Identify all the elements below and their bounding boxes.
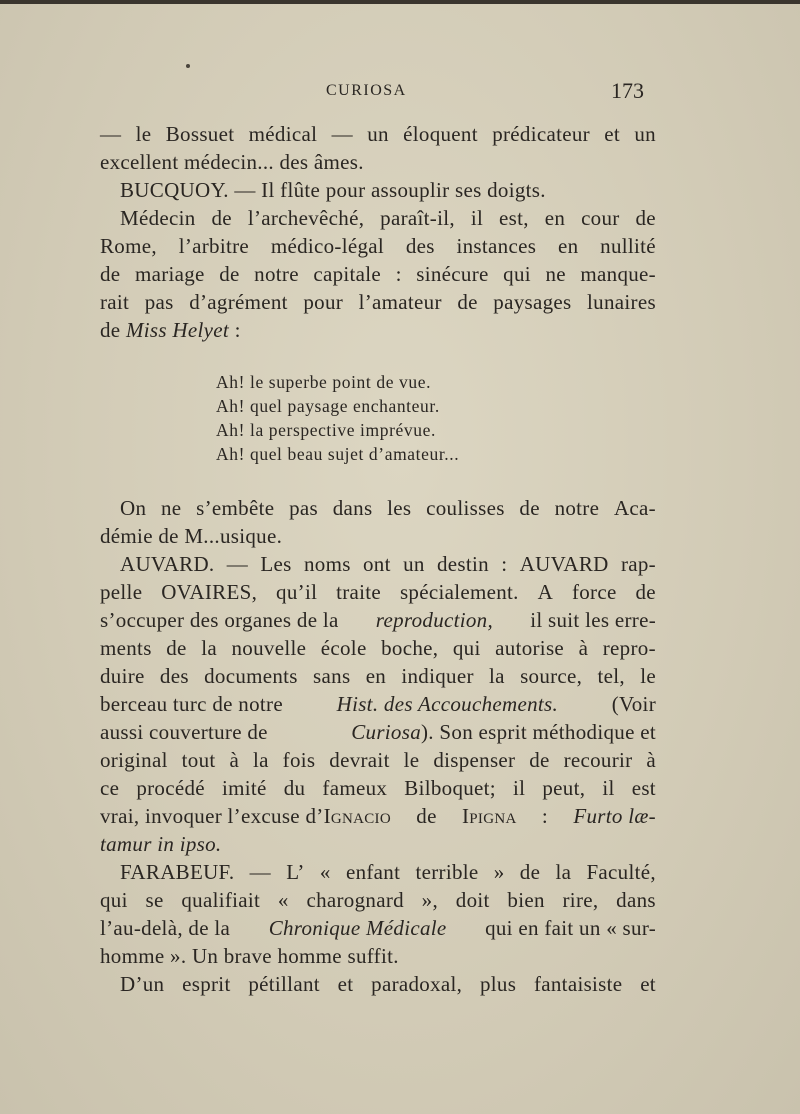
word: terrible <box>415 860 479 884</box>
word: notre <box>554 496 600 520</box>
word: », <box>421 888 439 912</box>
line-text: s’occuper des organes de la <box>100 608 339 632</box>
word: un <box>367 122 389 146</box>
word: de <box>219 262 240 286</box>
word: fois <box>282 748 316 772</box>
word: traite <box>336 580 382 604</box>
text-line <box>100 942 656 970</box>
word: tout <box>181 748 216 772</box>
text-line <box>100 970 656 998</box>
word: ne <box>545 262 566 286</box>
word: dans <box>616 888 656 912</box>
text-line <box>100 634 656 662</box>
text-line <box>100 578 656 606</box>
word: en <box>544 206 566 230</box>
word: dans <box>332 496 373 520</box>
word: A <box>537 580 554 604</box>
word: documents <box>204 664 298 688</box>
italic-quote: tamur in ipso. <box>100 832 222 856</box>
line-text <box>100 232 656 260</box>
word: sans <box>313 664 351 688</box>
word: de <box>457 290 478 314</box>
word: imité <box>221 776 267 800</box>
word: rap- <box>620 552 656 576</box>
word: — <box>331 122 353 146</box>
page-top-edge <box>0 0 800 4</box>
word: pas <box>289 496 318 520</box>
word: la <box>489 664 505 688</box>
word: qualifiait <box>181 888 261 912</box>
word: coulisses <box>426 496 505 520</box>
word: du <box>283 776 306 800</box>
word: s’embête <box>196 496 275 520</box>
word: prédicateur <box>492 122 590 146</box>
word: de <box>100 262 121 286</box>
word: peut, <box>542 776 586 800</box>
word: OVAIRES, <box>161 580 258 604</box>
text-line <box>100 606 656 634</box>
verse-quote <box>216 370 459 466</box>
text-line <box>100 774 656 802</box>
text-line <box>100 232 656 260</box>
word: Bossuet <box>165 122 235 146</box>
word: tel, <box>597 664 625 688</box>
italic-word: reproduction, <box>375 608 494 632</box>
smallcaps-name: Ipigna <box>461 804 517 828</box>
word: nouvelle <box>231 636 307 660</box>
line-text: : <box>541 804 549 828</box>
text-line <box>100 690 656 718</box>
line-text: de <box>100 318 121 342</box>
word: — <box>249 860 271 884</box>
word: D’un <box>120 972 165 996</box>
word: Aca- <box>613 496 656 520</box>
word: de <box>166 636 187 660</box>
word: enfant <box>345 860 401 884</box>
word: duire <box>100 664 145 688</box>
word: pétillant <box>248 972 320 996</box>
line-text <box>100 774 656 802</box>
line-text <box>120 204 656 232</box>
word: l’archevêché, <box>247 206 365 230</box>
word: éloquent <box>403 122 478 146</box>
word: fameux <box>322 776 388 800</box>
word: lunaires <box>587 290 656 314</box>
word: à <box>646 748 656 772</box>
word: — <box>226 552 249 576</box>
word: pas <box>144 290 174 314</box>
text-line <box>100 260 656 288</box>
line-text: aussi couverture de <box>100 720 268 744</box>
word: et <box>337 972 354 996</box>
line-text: qui en fait un « sur- <box>485 916 656 940</box>
line-text <box>100 578 656 606</box>
line-text: excellent médecin... des âmes. <box>100 150 364 174</box>
line-text <box>100 634 656 662</box>
word: de <box>519 860 541 884</box>
word: à <box>229 748 240 772</box>
line-text: berceau turc de notre <box>100 692 283 716</box>
text-line <box>100 204 656 232</box>
text-line <box>100 148 656 176</box>
line-text <box>120 970 656 998</box>
word: Bilboquet; <box>404 776 496 800</box>
text-line <box>100 176 656 204</box>
line-text <box>100 746 656 774</box>
word: école <box>320 636 367 660</box>
word: et <box>604 122 621 146</box>
word: ne <box>161 496 182 520</box>
farabeuf-heading-line <box>120 858 656 886</box>
line-text: ). Son esprit méthodique et <box>421 720 656 744</box>
word: la <box>555 860 572 884</box>
word: l’arbitre <box>178 234 250 258</box>
word: en <box>557 234 579 258</box>
word: « <box>277 888 289 912</box>
word: AUVARD <box>519 552 609 576</box>
word: le <box>640 664 656 688</box>
word: dispenser <box>433 748 516 772</box>
word: » <box>493 860 505 884</box>
smallcaps-name: Ignacio <box>323 804 391 828</box>
word: de <box>635 206 656 230</box>
verse-line: Ah! quel beau sujet d’amateur... <box>216 444 460 464</box>
word: L’ <box>286 860 305 884</box>
word: de <box>529 748 550 772</box>
word: se <box>145 888 164 912</box>
word: rait <box>100 290 130 314</box>
line-text <box>120 494 656 522</box>
italic-title: Miss Helyet <box>125 318 230 342</box>
word: On <box>120 496 147 520</box>
word: la <box>252 748 269 772</box>
word: l’amateur <box>358 290 442 314</box>
line-text <box>100 120 656 148</box>
word: de <box>211 206 232 230</box>
word: est <box>631 776 656 800</box>
word: le <box>403 748 420 772</box>
word: les <box>387 496 412 520</box>
word: « <box>319 860 331 884</box>
word: nullité <box>600 234 656 258</box>
word: un <box>403 552 425 576</box>
bucquoy-heading-line: BUCQUOY. — Il flûte pour assouplir ses doigts. <box>120 178 546 202</box>
word: cour <box>581 206 620 230</box>
line-text <box>100 662 656 690</box>
word: esprit <box>182 972 231 996</box>
text-line <box>100 550 656 578</box>
line-group <box>351 718 656 746</box>
page-number: 173 <box>611 78 644 103</box>
word: médico-légal <box>270 234 385 258</box>
word: des <box>405 234 435 258</box>
line-text: vrai, invoquer l’excuse d’ <box>100 804 324 828</box>
word: Les <box>260 552 292 576</box>
word: pour <box>303 290 344 314</box>
word: capitale <box>313 262 382 286</box>
line-text <box>100 886 656 914</box>
word: source, <box>520 664 583 688</box>
word: de <box>635 580 656 604</box>
running-title: CURIOSA <box>326 82 407 99</box>
text-line <box>100 802 656 830</box>
text-line <box>100 858 656 886</box>
word: et <box>640 972 656 996</box>
word: rire, <box>562 888 599 912</box>
page-header <box>0 78 800 102</box>
verse-line: Ah! le superbe point de vue. <box>216 372 432 392</box>
word: un <box>634 122 656 146</box>
word: à <box>578 636 589 660</box>
word: paraît-il, <box>380 206 455 230</box>
word: qu’il <box>276 580 318 604</box>
line-text: (Voir <box>611 692 656 716</box>
word: : <box>501 552 508 576</box>
line-text: démie de M...usique. <box>100 524 283 548</box>
line-text: il suit les erre- <box>530 608 656 632</box>
word: instances <box>456 234 537 258</box>
word: AUVARD. <box>120 552 215 576</box>
word: ce <box>100 776 120 800</box>
line-text <box>100 288 656 316</box>
text-line <box>100 288 656 316</box>
line-text: l’au-delà, de la <box>100 916 231 940</box>
word: doit <box>455 888 490 912</box>
word: la <box>201 636 217 660</box>
line-group <box>100 802 391 830</box>
word: force <box>571 580 617 604</box>
text-line <box>100 746 656 774</box>
body-text-upper <box>100 120 656 344</box>
text-line <box>100 718 656 746</box>
word: procédé <box>136 776 205 800</box>
line-text: de <box>416 804 437 828</box>
word: médical <box>248 122 318 146</box>
word: recourir <box>563 748 633 772</box>
word: paradoxal, <box>371 972 463 996</box>
ink-speck <box>186 64 190 68</box>
word: plus <box>479 972 517 996</box>
auvard-heading-line <box>120 550 656 578</box>
word: sinécure <box>416 262 489 286</box>
word: : <box>395 262 402 286</box>
word: qui <box>100 888 128 912</box>
italic-title: Chronique Médicale <box>268 916 447 940</box>
line-text <box>100 260 656 288</box>
word: des <box>159 664 189 688</box>
word: de <box>519 496 540 520</box>
text-line <box>100 120 656 148</box>
text-line <box>100 316 656 344</box>
line-text: homme ». Un brave homme suffit. <box>100 944 399 968</box>
word: manque- <box>580 262 656 286</box>
word: notre <box>254 262 299 286</box>
text-line <box>100 494 656 522</box>
word: indiquer <box>401 664 474 688</box>
word: noms <box>303 552 351 576</box>
word: il <box>513 776 526 800</box>
word: qui <box>503 262 531 286</box>
word: Médecin <box>120 206 196 230</box>
word: autorise <box>495 636 565 660</box>
verse-line: Ah! quel paysage enchanteur. <box>216 396 440 416</box>
italic-title: Hist. des Accouchements. <box>336 692 559 716</box>
word: FARABEUF. <box>120 860 235 884</box>
word: bien <box>507 888 545 912</box>
body-text-lower <box>100 494 656 998</box>
italic-title: Curiosa <box>351 720 422 744</box>
word: paysages <box>493 290 572 314</box>
word: original <box>100 748 168 772</box>
word: est, <box>499 206 529 230</box>
text-line <box>100 830 656 858</box>
italic-quote: Furto læ- <box>573 804 656 828</box>
word: en <box>365 664 387 688</box>
text-line <box>100 522 656 550</box>
word: il <box>470 206 484 230</box>
word: d’agrément <box>189 290 288 314</box>
word: devrait <box>329 748 390 772</box>
word: ont <box>363 552 391 576</box>
verse-line: Ah! la perspective imprévue. <box>216 420 436 440</box>
text-line <box>100 886 656 914</box>
word: Rome, <box>100 234 157 258</box>
word: Faculté, <box>586 860 656 884</box>
word: repro- <box>602 636 656 660</box>
word: le <box>135 122 152 146</box>
text-line <box>100 914 656 942</box>
word: fantaisiste <box>533 972 623 996</box>
word: charognard <box>306 888 404 912</box>
word: boche, <box>381 636 439 660</box>
word: — <box>100 122 122 146</box>
word: ments <box>100 636 152 660</box>
text-line <box>100 662 656 690</box>
word: qui <box>452 636 481 660</box>
line-text: : <box>234 318 241 342</box>
word: il <box>602 776 615 800</box>
word: pelle <box>100 580 143 604</box>
word: spécialement. <box>399 580 519 604</box>
word: mariage <box>134 262 205 286</box>
word: destin <box>436 552 489 576</box>
